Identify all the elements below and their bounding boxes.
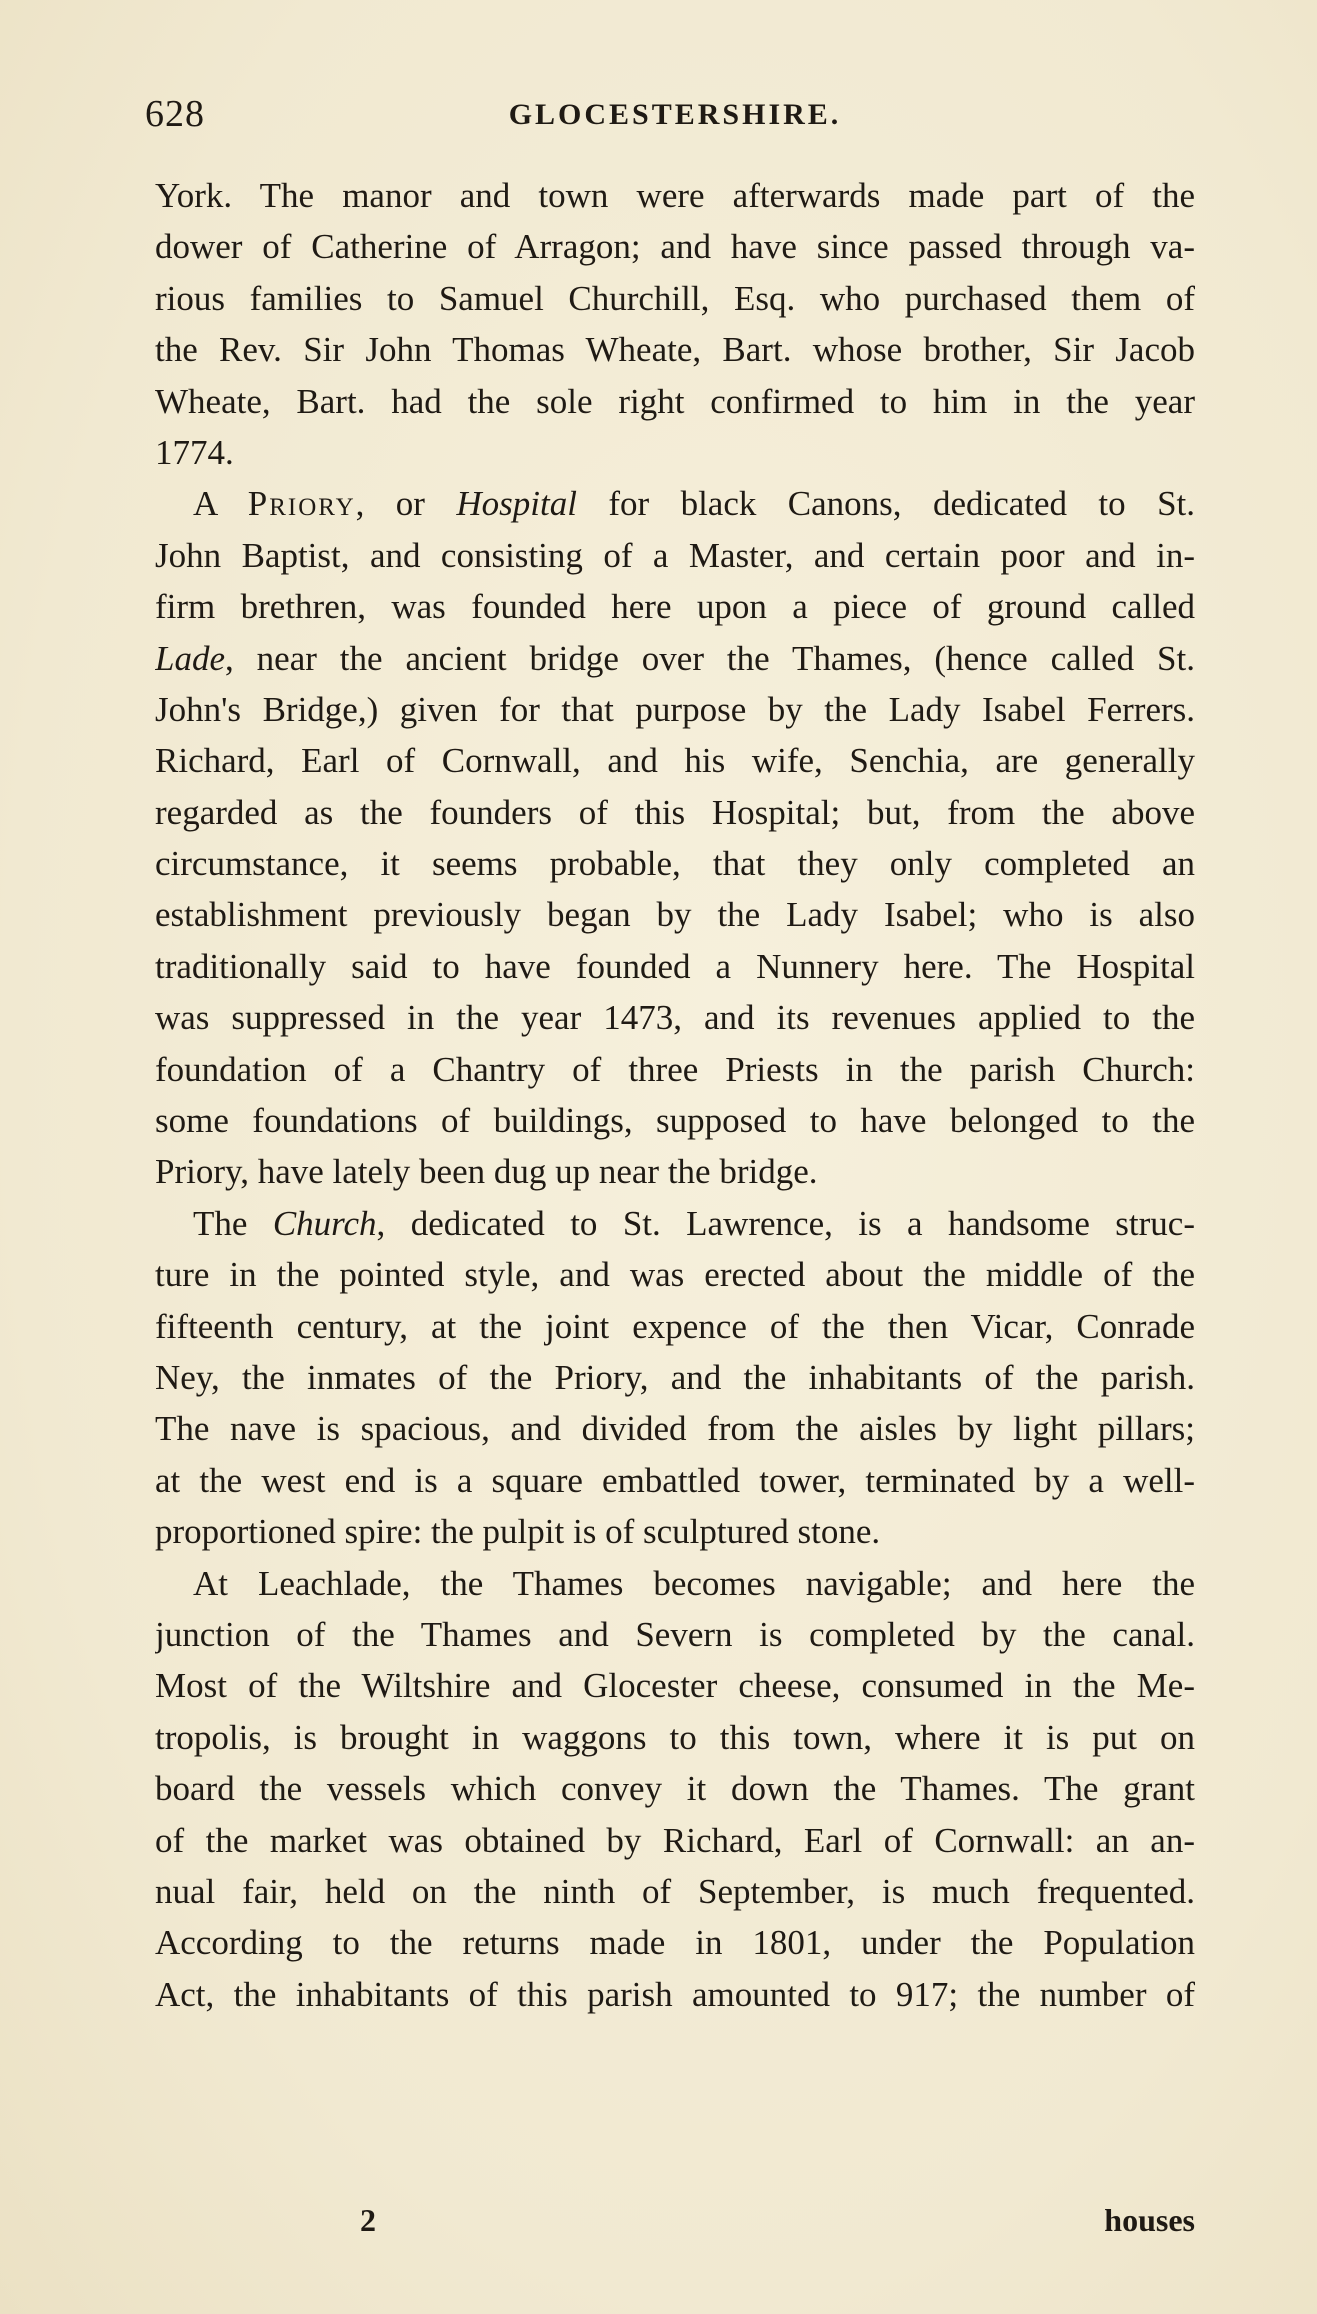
hospital-word: Hospital	[456, 484, 577, 524]
text-line	[155, 633, 1195, 684]
running-head: GLOCESTERSHIRE.	[508, 98, 842, 131]
text-fragment: A	[193, 484, 248, 524]
lade-word: Lade	[155, 638, 225, 678]
text-line: traditionally said to have founded a Nunnery here. The Hospital	[155, 946, 1195, 986]
text-fragment: for black Canons, dedicated to St.	[576, 484, 1195, 524]
text-fragment: , or	[355, 484, 457, 524]
text-line: regarded as the founders of this Hospital; but, from the above	[155, 792, 1195, 832]
body-text	[155, 170, 1195, 2020]
church-word: Church	[272, 1203, 377, 1243]
text-fragment: The	[193, 1203, 273, 1243]
text-line: circumstance, it seems probable, that they only completed an	[155, 844, 1195, 884]
text-line: establishment previously began by the Lady Isabel; who is also	[155, 895, 1195, 935]
catchword: houses	[1104, 2202, 1195, 2238]
text-line: The nave is spacious, and divided from the aisles by light pillars;	[155, 1409, 1195, 1449]
page-number: 628	[145, 93, 205, 135]
text-line: Most of the Wiltshire and Glocester cheese, consumed in the Me-	[155, 1666, 1195, 1706]
text-line: Act, the inhabitants of this parish amounted to 917; the number of	[155, 1974, 1195, 2014]
text-line: Priory, have lately been dug up near the bridge.	[155, 1152, 818, 1192]
text-line: some foundations of buildings, supposed to have belonged to the	[155, 1101, 1195, 1141]
text-line: of the market was obtained by Richard, Earl of Cornwall: an an-	[155, 1820, 1195, 1860]
text-line: at the west end is a square embattled tower, terminated by a well-	[155, 1460, 1195, 1500]
text-line: tropolis, is brought in waggons to this town, where it is put on	[155, 1717, 1195, 1757]
text-line: Wheate, Bart. had the sole right confirmed to him in the year	[155, 381, 1195, 421]
text-fragment: , dedicated to St. Lawrence, is a handsome struc-	[376, 1203, 1195, 1243]
text-line: was suppressed in the year 1473, and its revenues applied to the	[155, 998, 1195, 1038]
signature-mark: 2	[360, 2202, 376, 2238]
text-line: ture in the pointed style, and was erected about the middle of the	[155, 1255, 1195, 1295]
text-line: proportioned spire: the pulpit is of sculptured stone.	[155, 1512, 881, 1552]
text-line: dower of Catherine of Arragon; and have since passed through va-	[155, 227, 1195, 267]
text-line	[155, 478, 1195, 529]
text-line: the Rev. Sir John Thomas Wheate, Bart. whose brother, Sir Jacob	[155, 330, 1195, 370]
text-line: nual fair, held on the ninth of September, is much frequented.	[155, 1871, 1195, 1911]
text-line: John's Bridge,) given for that purpose by the Lady Isabel Ferrers.	[155, 689, 1195, 729]
text-line: foundation of a Chantry of three Priests in the parish Church:	[155, 1049, 1195, 1089]
text-line: board the vessels which convey it down the Thames. The grant	[155, 1769, 1195, 1809]
text-line: fifteenth century, at the joint expence of the then Vicar, Conrade	[155, 1306, 1195, 1346]
page-header	[145, 92, 1205, 142]
text-line: junction of the Thames and Severn is completed by the canal.	[155, 1614, 1195, 1654]
text-line: firm brethren, was founded here upon a piece of ground called	[155, 587, 1195, 627]
text-line	[155, 1198, 1195, 1249]
priory-word: Priory	[247, 484, 356, 524]
text-line: 1774.	[155, 432, 234, 472]
text-line: Richard, Earl of Cornwall, and his wife, Senchia, are generally	[155, 741, 1195, 781]
text-line: rious families to Samuel Churchill, Esq. who purchased them of	[155, 278, 1195, 318]
text-line: York. The manor and town were afterwards made part of the	[155, 176, 1195, 215]
text-line: John Baptist, and consisting of a Master, and certain poor and in-	[155, 535, 1195, 575]
text-fragment: , near the ancient bridge over the Thames, (hence called St.	[225, 638, 1195, 678]
page-footer	[155, 2202, 1195, 2252]
text-line: At Leachlade, the Thames becomes navigable; and here the	[193, 1563, 1195, 1603]
text-line: According to the returns made in 1801, under the Population	[155, 1923, 1195, 1963]
text-line: Ney, the inmates of the Priory, and the inhabitants of the parish.	[155, 1357, 1195, 1397]
